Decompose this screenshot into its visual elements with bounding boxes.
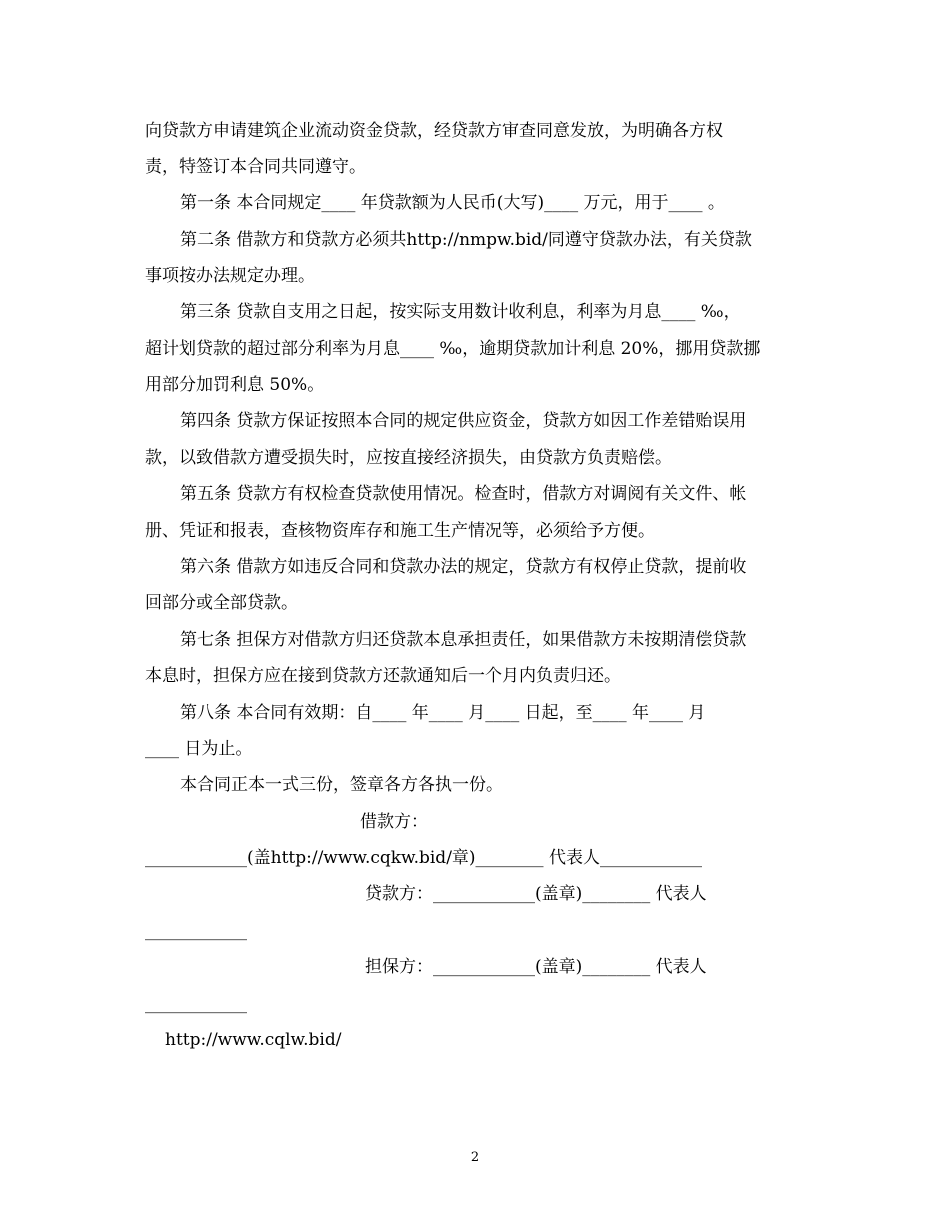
- borrower-label: 借款方：: [360, 812, 428, 832]
- article-4-line-2: 款，以致借款方遭受损失时，应按直接经济损失，由贷款方负责赔偿。: [145, 448, 672, 468]
- lender-representative-blank: ____________: [145, 921, 247, 941]
- intro-line-2: 责，特签订本合同共同遵守。: [145, 157, 366, 177]
- guarantor-signature-line: 担保方：____________(盖章)________ 代表人: [365, 957, 707, 977]
- guarantor-representative-blank: ____________: [145, 994, 247, 1014]
- footer-url: http://www.cqlw.bid/: [165, 1030, 342, 1050]
- article-5-line-1: 第五条 贷款方有权检查贷款使用情况。检查时，借款方对调阅有关文件、帐: [180, 484, 747, 504]
- article-8-line-2: ____ 日为止。: [145, 739, 253, 759]
- borrower-signature-line: ____________(盖http://www.cqkw.bid/章)________ 代表人____________: [145, 848, 702, 868]
- intro-line-1: 向贷款方申请建筑企业流动资金贷款，经贷款方审查同意发放，为明确各方权: [145, 121, 723, 141]
- article-3-line-3: 用部分加罚利息 50%。: [145, 375, 325, 395]
- article-5-line-2: 册、凭证和报表，查核物资库存和施工生产情况等，必须给予方便。: [145, 521, 655, 541]
- article-7-line-1: 第七条 担保方对借款方归还贷款本息承担责任，如果借款方未按期清偿贷款: [180, 630, 747, 650]
- lender-signature-line: 贷款方：____________(盖章)________ 代表人: [365, 884, 707, 904]
- article-2-line-1: 第二条 借款方和贷款方必须共http://nmpw.bid/同遵守贷款办法，有关贷款: [180, 230, 752, 250]
- article-4-line-1: 第四条 贷款方保证按照本合同的规定供应资金，贷款方如因工作差错贻误用: [180, 411, 747, 431]
- page-number: 2: [470, 1150, 480, 1165]
- article-1-line-1: 第一条 本合同规定____ 年贷款额为人民币(大写)____ 万元，用于____ 。: [180, 193, 725, 213]
- copies-line: 本合同正本一式三份，签章各方各执一份。: [180, 775, 503, 795]
- article-3-line-2: 超计划贷款的超过部分利率为月息____ ‰，逾期贷款加计利息 20%，挪用贷款挪: [145, 339, 761, 359]
- article-8-line-1: 第八条 本合同有效期：自____ 年____ 月____ 日起，至____ 年____ 月: [180, 703, 706, 723]
- article-7-line-2: 本息时，担保方应在接到贷款方还款通知后一个月内负责归还。: [145, 666, 621, 686]
- article-2-line-2: 事项按办法规定办理。: [145, 266, 315, 286]
- article-3-line-1: 第三条 贷款自支用之日起，按实际支用数计收利息，利率为月息____ ‰，: [180, 302, 741, 322]
- article-6-line-2: 回部分或全部贷款。: [145, 593, 298, 613]
- article-6-line-1: 第六条 借款方如违反合同和贷款办法的规定，贷款方有权停止贷款，提前收: [180, 557, 747, 577]
